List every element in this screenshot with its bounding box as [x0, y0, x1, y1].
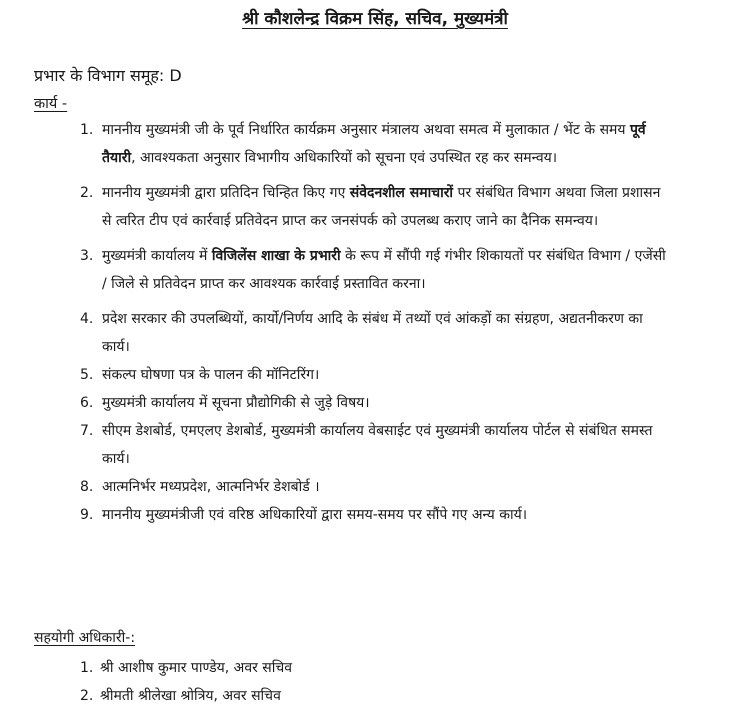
item-number: 1.	[80, 122, 94, 138]
list-item	[70, 242, 670, 298]
item-text: मुख्यमंत्री कार्यालय में सूचना प्रौद्योगिकी से जुड़े विषय।	[102, 395, 370, 411]
officer-list	[80, 654, 292, 710]
item-number: 4.	[80, 311, 94, 327]
item-text: , आवश्यकता अनुसार विभागीय अधिकारियों को सूचना एवं उपस्थित रह कर समन्वय।	[131, 150, 558, 166]
tasks-heading: कार्य -	[34, 96, 68, 112]
item-text: सीएम डेशबोर्ड, एमएलए डेशबोर्ड, मुख्यमंत्री कार्यालय वेबसाईट एवं मुख्यमंत्री कार्यालय पोर्टल से संबंधित समस्त कार्य।	[102, 423, 653, 467]
item-text-bold: विजिलेंस शाखा के प्रभारी	[211, 248, 341, 264]
task-list	[70, 116, 670, 529]
page-title: श्री कौशलेन्द्र विक्रम सिंह, सचिव, मुख्यमंत्री	[242, 9, 508, 29]
item-number: 3.	[80, 248, 94, 264]
item-text: पर संबंधित विभाग अथवा जिला प्रशासन से त्वरित टीप एवं कार्रवाई प्रतिवेदन प्राप्त कर जनसंपर्क को उपलब्ध कराए जाने का दैनिक समन्वय।	[102, 185, 661, 229]
officer-name: श्रीमती श्रीलेखा श्रोत्रिय, अवर सचिव	[100, 688, 281, 704]
officer-number: 1.	[80, 660, 94, 676]
item-text: मुख्यमंत्री कार्यालय में	[102, 248, 212, 264]
list-item	[80, 654, 292, 682]
item-text: माननीय मुख्यमंत्रीजी एवं वरिष्ठ अधिकारियों द्वारा समय-समय पर सौंपे गए अन्य कार्य।	[102, 507, 528, 523]
list-item	[70, 116, 670, 172]
department-group-label: प्रभार के विभाग समूह: D	[34, 66, 182, 85]
officer-number: 2.	[80, 688, 94, 704]
item-text: माननीय मुख्यमंत्री जी के पूर्व निर्धारित कार्यक्रम अनुसार मंत्रालय अथवा समत्व में मुलाकात / भेंट के समय	[102, 122, 630, 138]
supporting-officers-heading: सहयोगी अधिकारी-:	[34, 630, 136, 646]
list-item	[70, 305, 670, 361]
item-number: 5.	[80, 367, 94, 383]
item-text-bold: संवेदनशील समाचारों	[349, 185, 454, 201]
item-number: 6.	[80, 395, 94, 411]
list-item	[70, 361, 670, 389]
item-number: 8.	[80, 479, 94, 495]
item-number: 7.	[80, 423, 94, 439]
list-item	[70, 179, 670, 235]
item-text-bold: पूर्व तैयारी	[102, 122, 646, 166]
item-text: माननीय मुख्यमंत्री द्वारा प्रतिदिन चिन्हित किए गए	[102, 185, 350, 201]
list-item	[70, 417, 670, 473]
officer-name: श्री आशीष कुमार पाण्डेय, अवर सचिव	[100, 660, 293, 676]
item-text: प्रदेश सरकार की उपलब्धियों, कार्यो/निर्णय आदि के संबंध में तथ्यों एवं आंकड़ों का संग्रहण, अद्यतनीकरण का कार्य।	[102, 311, 643, 355]
list-item	[70, 501, 670, 529]
list-item	[80, 682, 292, 710]
list-item	[70, 473, 670, 501]
item-text: संकल्प घोषणा पत्र के पालन की मॉनिटरिंग।	[102, 367, 320, 383]
list-item	[70, 389, 670, 417]
item-text: के रूप में सौंपी गई गंभीर शिकायतों पर संबंधित विभाग / एजेंसी / जिले से प्रतिवेदन प्राप्त कर आवश्यक कार्रवाई प्रस्तावित करना।	[102, 248, 666, 292]
item-number: 9.	[80, 507, 94, 523]
item-number: 2.	[80, 185, 94, 201]
item-text: आत्मनिर्भर मध्यप्रदेश, आत्मनिर्भर डेशबोर्ड ।	[102, 479, 320, 495]
